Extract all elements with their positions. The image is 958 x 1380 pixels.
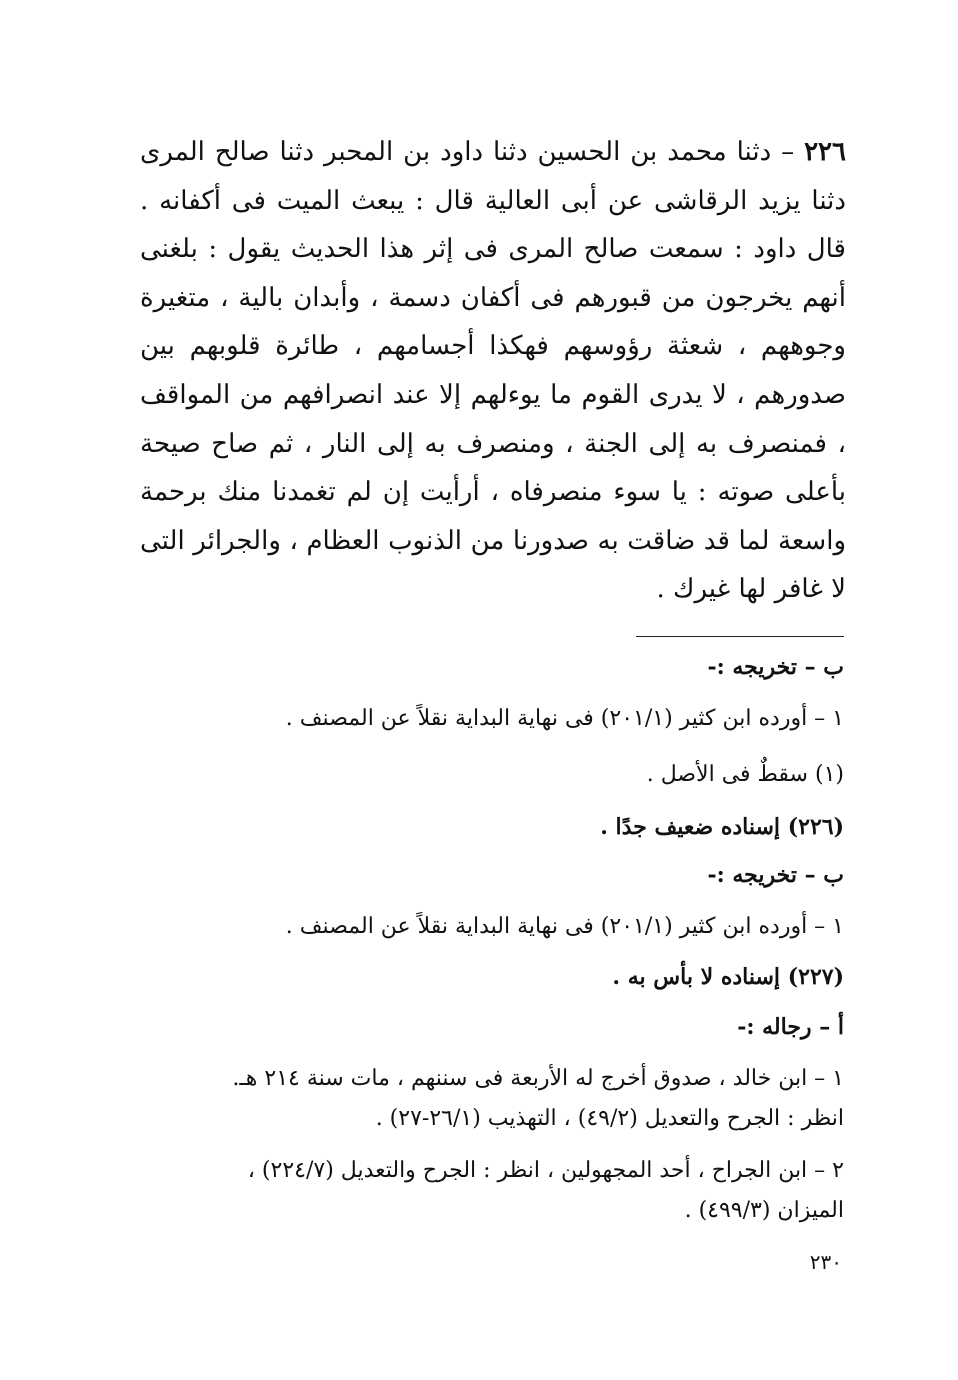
grade-226: (٢٢٦) إسناده ضعيف جدًا . [600,814,844,840]
hadith-number: ٢٢٦ [804,137,846,167]
hadith-body: – دثنا محمد بن الحسين دثنا داود بن المحبر دثنا صالح المرى دثنا يزيد الرقاشى عن أبى العالية قال : يبعث الميت فى أكفانه . قال داود : سمعت صالح المرى فى إثر هذا الحديث يقول : بلغنى أنهم يخرجون من قبورهم فى أكفان دسمة ، وأبدان بالية ، متغيرة وجوههم ، شعثة رؤوسهم فهكذا أجسامهم ، طائرة قلوبهم بين صدورهم ، لا يدرى القوم ما يوءلهم إلا عند انصرافهم من المواقف ، فمنصرف به إلى الجنة ، ومنصرف به إلى النار ، ثم صاح صيحة بأعلى صوته : يا سوء منصرفاه ، أرأيت إن لم تغمدنا منك برحمة واسعة لما قد ضاقت به صدورنا من الذنوب العظام ، والجرائر التى لا غافر لها غيرك . [140,137,846,605]
rijal-item-2-line-2: الميزان (٤٩٩/٣) . [684,1198,844,1223]
grade-227: (٢٢٧) إسناده لا بأس به . [612,964,844,990]
hadith-text [140,128,846,614]
footnote-separator [636,636,844,637]
page-number: ٢٣٠ [809,1250,842,1274]
rijal-item-1-line-1: ١ – ابن خالد ، صدوق أخرج له الأربعة فى سننهم ، مات سنة ٢١٤ هـ. [232,1066,844,1091]
rijal-item-2-line-1: ٢ – ابن الجراح ، أحد المجهولين ، انظر : الجرح والتعديل (٢٢٤/٧) ، [247,1158,844,1183]
takhrij-heading-1: ب – تخريجه :- [707,654,844,680]
rijal-heading: أ – رجاله :- [737,1014,844,1040]
rijal-item-1-line-2: انظر : الجرح والتعديل (٤٩/٢) ، التهذيب (٢٦/١-٢٧) . [375,1106,844,1131]
takhrij-2-item-1: ١ – أورده ابن كثير (٢٠١/١) فى نهاية البداية نقلاً عن المصنف . [285,914,844,939]
takhrij-1-item-1: ١ – أورده ابن كثير (٢٠١/١) فى نهاية البداية نقلاً عن المصنف . [285,706,844,731]
takhrij-heading-2: ب – تخريجه :- [707,862,844,888]
footnote-1: (١) سقطٌ فى الأصل . [646,762,844,787]
